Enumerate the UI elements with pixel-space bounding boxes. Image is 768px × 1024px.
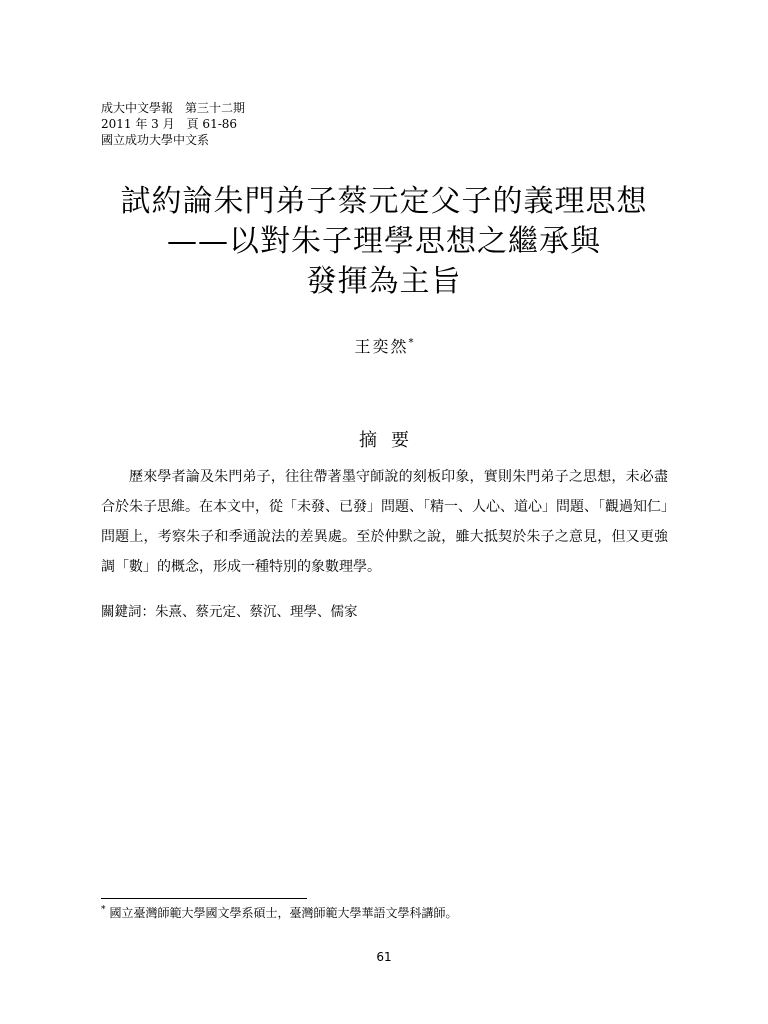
- abstract-heading: 摘要: [359, 430, 423, 451]
- journal-date-pages: 2011 年 3 月 頁 61-86: [101, 117, 238, 131]
- journal-header: [101, 100, 245, 148]
- keywords: 關鍵詞：朱熹、蔡元定、蔡沉、理學、儒家: [101, 604, 358, 620]
- footnote: [101, 904, 458, 921]
- footnote-mark: *: [101, 905, 106, 915]
- author-footnote-mark[interactable]: *: [408, 337, 414, 349]
- title-line-2: ——以對朱子理學思想之繼承與: [167, 224, 601, 259]
- footnote-text: 國立臺灣師範大學國文學系碩士，臺灣師範大學華語文學科講師。: [109, 906, 458, 920]
- paper-title: [0, 182, 768, 302]
- abstract-body: [101, 462, 668, 582]
- author-name: 王奕然: [354, 337, 409, 356]
- title-line-1: 試約論朱門弟子蔡元定父子的義理思想: [120, 184, 648, 219]
- journal-publisher: 國立成功大學中文系: [101, 133, 210, 147]
- page-number: 61: [376, 950, 392, 964]
- footnote-divider: [101, 898, 307, 899]
- journal-name: 成大中文學報 第三十二期: [101, 101, 246, 115]
- title-line-3: 發揮為主旨: [306, 264, 462, 299]
- abstract-text: 歷來學者論及朱門弟子，往往帶著墨守師說的刻板印象，實則朱門弟子之思想，未必盡合於朱子思維。在本文中，從「未發、已發」問題、「精一、人心、道心」問題、「觀過知仁」問題上，考察朱子和季通說法的差異處。至於仲默之說，雖大抵契於朱子之意見，但又更強調「數」的概念，形成一種特別的象數理學。: [101, 469, 668, 575]
- author: [0, 334, 768, 357]
